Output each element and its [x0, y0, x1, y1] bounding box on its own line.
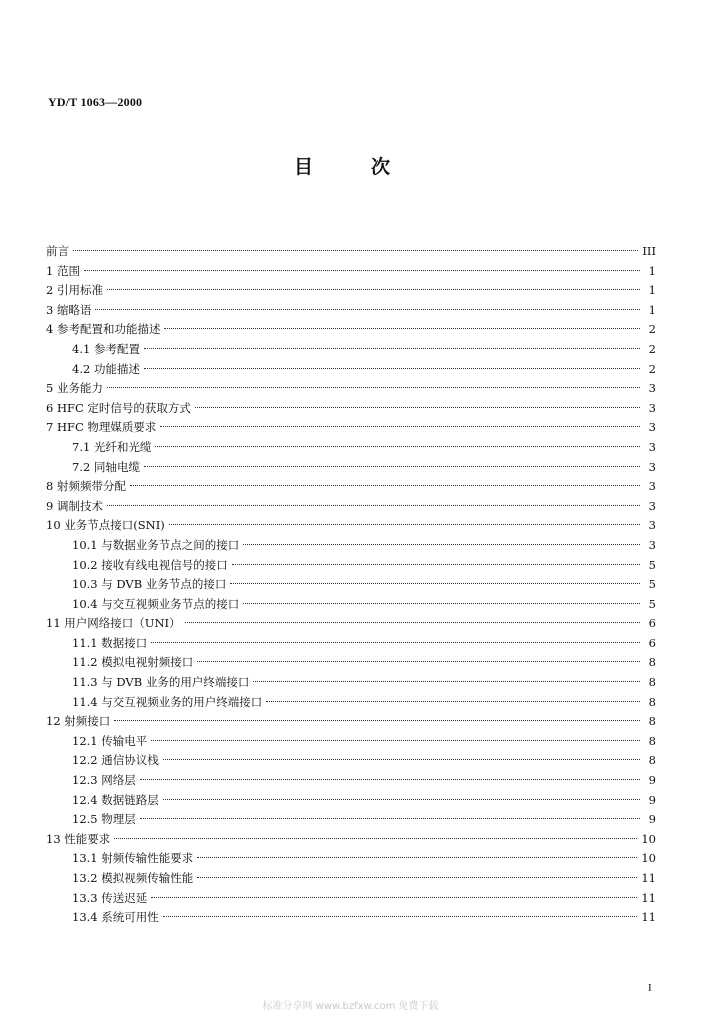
toc-entry-page: 2: [648, 341, 656, 356]
toc-entry-label: 7 HFC 物理媒质要求: [46, 420, 157, 435]
toc-entry[interactable]: [46, 536, 656, 556]
toc-entry-page: 3: [648, 459, 656, 474]
toc-entry-page: 8: [648, 694, 656, 709]
toc-entry[interactable]: [46, 418, 656, 438]
toc-entry[interactable]: [46, 458, 656, 478]
title-char-1: 目: [294, 156, 314, 178]
dot-leader: [197, 877, 637, 878]
toc-entry[interactable]: [46, 477, 656, 497]
toc-entry-label: 13.1 射频传输性能要求: [72, 851, 194, 866]
dot-leader: [232, 564, 640, 565]
toc-entry[interactable]: [46, 908, 656, 928]
toc-entry-page: 11: [641, 890, 656, 905]
toc-entry-label: 12.3 网络层: [72, 773, 136, 788]
toc-entry-label: 10.1 与数据业务节点之间的接口: [72, 537, 240, 552]
toc-entry[interactable]: [46, 497, 656, 517]
toc-entry-page: 3: [648, 498, 656, 513]
toc-entry-label: 6 HFC 定时信号的获取方式: [46, 400, 191, 415]
toc-entry-label: 12.1 传输电平: [72, 733, 148, 748]
toc-entry[interactable]: [46, 869, 656, 889]
dot-leader: [151, 642, 640, 643]
toc-entry[interactable]: [46, 673, 656, 693]
toc-entry[interactable]: [46, 360, 656, 380]
toc-entry-label: 5 业务能力: [46, 381, 103, 396]
toc-entry-page: 5: [648, 577, 656, 592]
toc-entry-label: 12.2 通信协议栈: [72, 753, 159, 768]
dot-leader: [230, 583, 640, 584]
toc-entry-page: 1: [648, 263, 656, 278]
dot-leader: [160, 426, 640, 427]
dot-leader: [185, 622, 640, 623]
toc-entry-page: 8: [648, 714, 656, 729]
toc-entry-label: 10.4 与交互视频业务节点的接口: [72, 596, 240, 611]
toc-entry-label: 13.4 系统可用性: [72, 910, 159, 925]
toc-entry[interactable]: [46, 791, 656, 811]
toc-entry-page: 11: [641, 910, 656, 925]
toc-entry-page: 1: [648, 302, 656, 317]
dot-leader: [140, 779, 640, 780]
toc-entry[interactable]: [46, 242, 656, 262]
toc-entry[interactable]: [46, 810, 656, 830]
toc-entry-page: 1: [648, 283, 656, 298]
toc-entry-label: 12.4 数据链路层: [72, 792, 159, 807]
toc-entry-label: 11 用户网络接口（UNI）: [46, 616, 181, 631]
dot-leader: [144, 466, 640, 467]
dot-leader: [243, 603, 640, 604]
toc-entry-page: 8: [648, 675, 656, 690]
toc-entry-label: 10 业务节点接口(SNI): [46, 518, 165, 533]
toc-entry[interactable]: [46, 340, 656, 360]
dot-leader: [151, 897, 637, 898]
dot-leader: [140, 818, 640, 819]
toc-entry[interactable]: [46, 634, 656, 654]
dot-leader: [243, 544, 640, 545]
toc-entry[interactable]: [46, 379, 656, 399]
dot-leader: [253, 681, 640, 682]
toc-entry-page: 2: [648, 322, 656, 337]
toc-entry-page: 10: [641, 851, 656, 866]
toc-entry-label: 12.5 物理层: [72, 812, 136, 827]
toc-entry[interactable]: [46, 301, 656, 321]
toc-entry-page: 3: [648, 479, 656, 494]
dot-leader: [195, 407, 640, 408]
toc-entry-page: 3: [648, 381, 656, 396]
toc-entry[interactable]: [46, 614, 656, 634]
toc-entry-page: 3: [648, 537, 656, 552]
toc-entry[interactable]: [46, 830, 656, 850]
toc-entry-label: 7.1 光纤和光缆: [72, 439, 152, 454]
dot-leader: [114, 838, 637, 839]
toc-entry[interactable]: [46, 653, 656, 673]
toc-entry-page: 9: [648, 773, 656, 788]
toc-entry-label: 13 性能要求: [46, 831, 111, 846]
toc-entry[interactable]: [46, 575, 656, 595]
toc-entry[interactable]: [46, 399, 656, 419]
toc-entry[interactable]: [46, 595, 656, 615]
watermark-footer: 标准分享网 www.bzfxw.com 免费下载: [262, 1001, 439, 1012]
toc-entry-label: 13.3 传送迟延: [72, 890, 148, 905]
toc-entry-label: 2 引用标准: [46, 283, 103, 298]
toc-entry-page: 3: [648, 439, 656, 454]
toc-entry[interactable]: [46, 281, 656, 301]
dot-leader: [197, 661, 640, 662]
dot-leader: [107, 289, 640, 290]
dot-leader: [144, 368, 640, 369]
dot-leader: [169, 524, 640, 525]
dot-leader: [130, 485, 640, 486]
dot-leader: [163, 759, 640, 760]
toc-entry[interactable]: [46, 889, 656, 909]
toc-entry-page: 6: [648, 616, 656, 631]
toc-entry-label: 10.2 接收有线电视信号的接口: [72, 557, 228, 572]
toc-entry[interactable]: [46, 693, 656, 713]
toc-entry-label: 8 射频频带分配: [46, 479, 126, 494]
toc-entry[interactable]: [46, 771, 656, 791]
toc-entry[interactable]: [46, 712, 656, 732]
toc-entry-page: 10: [641, 831, 656, 846]
toc-entry-label: 11.1 数据接口: [72, 635, 148, 650]
toc-entry-label: 3 缩略语: [46, 302, 92, 317]
toc-entry-label: 4.2 功能描述: [72, 361, 140, 376]
toc-entry[interactable]: [46, 849, 656, 869]
dot-leader: [84, 270, 640, 271]
toc-entry-label: 11.2 模拟电视射频接口: [72, 655, 194, 670]
toc-entry-page: 8: [648, 733, 656, 748]
toc-entry[interactable]: [46, 516, 656, 536]
toc-entry[interactable]: [46, 751, 656, 771]
page-number: I: [648, 982, 652, 994]
table-of-contents: [46, 242, 656, 928]
standard-code: YD/T 1063—2000: [48, 95, 143, 109]
toc-entry-page: 3: [648, 420, 656, 435]
toc-entry-label: 4 参考配置和功能描述: [46, 322, 161, 337]
toc-entry[interactable]: [46, 732, 656, 752]
toc-entry-page: 5: [648, 557, 656, 572]
toc-entry-page: III: [642, 244, 656, 258]
toc-entry[interactable]: [46, 262, 656, 282]
dot-leader: [114, 720, 640, 721]
toc-entry-page: 11: [641, 871, 656, 885]
toc-entry-page: 3: [648, 518, 656, 533]
toc-entry-label: 前言: [46, 244, 69, 258]
dot-leader: [151, 740, 640, 741]
toc-entry-page: 3: [648, 400, 656, 415]
toc-entry-label: 9 调制技术: [46, 498, 103, 513]
toc-entry-page: 6: [648, 635, 656, 650]
toc-entry-page: 2: [648, 361, 656, 376]
toc-entry-label: 12 射频接口: [46, 714, 111, 729]
toc-entry-label: 11.3 与 DVB 业务的用户终端接口: [72, 675, 250, 690]
dot-leader: [164, 328, 640, 329]
toc-entry-label: 11.4 与交互视频业务的用户终端接口: [72, 694, 263, 709]
dot-leader: [107, 387, 640, 388]
dot-leader: [144, 348, 640, 349]
toc-entry[interactable]: [46, 320, 656, 340]
toc-entry-page: 5: [648, 596, 656, 611]
toc-entry[interactable]: [46, 438, 656, 458]
dot-leader: [155, 446, 640, 447]
dot-leader: [163, 799, 640, 800]
toc-entry-label: 4.1 参考配置: [72, 341, 140, 356]
toc-entry-label: 10.3 与 DVB 业务节点的接口: [72, 577, 227, 592]
dot-leader: [73, 250, 638, 251]
toc-entry-label: 7.2 同轴电缆: [72, 459, 140, 474]
toc-entry-page: 8: [648, 655, 656, 670]
toc-entry-page: 8: [648, 753, 656, 768]
dot-leader: [197, 857, 637, 858]
page-title: [294, 152, 390, 179]
toc-entry-page: 9: [648, 812, 656, 827]
dot-leader: [163, 916, 638, 917]
toc-entry-page: 9: [648, 792, 656, 807]
title-char-2: 次: [371, 156, 391, 178]
toc-entry-label: 13.2 模拟视频传输性能: [72, 871, 194, 885]
dot-leader: [107, 505, 640, 506]
dot-leader: [266, 701, 640, 702]
dot-leader: [95, 309, 640, 310]
toc-entry[interactable]: [46, 556, 656, 576]
toc-entry-label: 1 范围: [46, 263, 80, 278]
